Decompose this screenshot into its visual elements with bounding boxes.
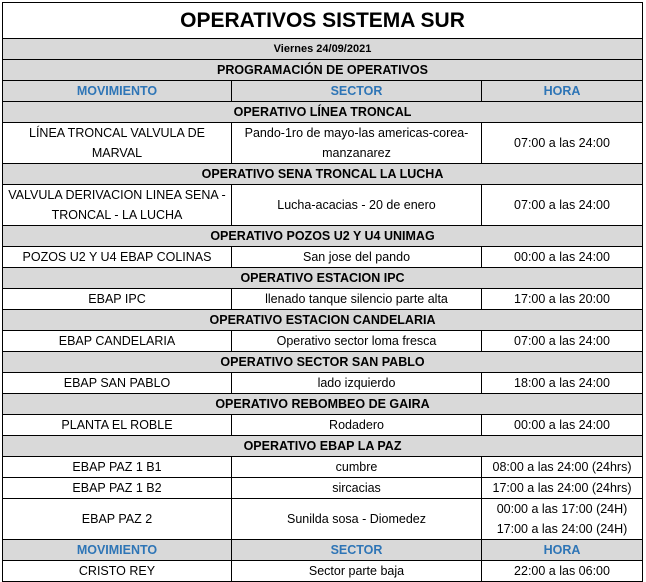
cell-sector: Pando-1ro de mayo-las americas-corea-manzanarez xyxy=(232,123,482,164)
cell-movimiento: LÍNEA TRONCAL VALVULA DE MARVAL xyxy=(3,123,232,164)
table-row xyxy=(3,289,643,310)
column-header-row-repeat xyxy=(3,540,643,561)
section-title: OPERATIVO LÍNEA TRONCAL xyxy=(3,102,643,123)
cell-movimiento: EBAP CANDELARIA xyxy=(3,331,232,352)
section-header-row xyxy=(3,352,643,373)
section-header-row xyxy=(3,436,643,457)
title-row xyxy=(3,3,643,39)
cell-sector: Operativo sector loma fresca xyxy=(232,331,482,352)
cell-movimiento: EBAP PAZ 2 xyxy=(3,499,232,540)
cell-sector: Rodadero xyxy=(232,415,482,436)
cell-sector: lado izquierdo xyxy=(232,373,482,394)
table-row xyxy=(3,331,643,352)
cell-movimiento: POZOS U2 Y U4 EBAP COLINAS xyxy=(3,247,232,268)
column-header-hora: HORA xyxy=(482,81,643,102)
section-title: OPERATIVO ESTACION CANDELARIA xyxy=(3,310,643,331)
cell-sector: sircacias xyxy=(232,478,482,499)
table-row xyxy=(3,415,643,436)
date-row xyxy=(3,39,643,60)
cell-sector: llenado tanque silencio parte alta xyxy=(232,289,482,310)
table-row xyxy=(3,561,643,582)
section-header-row xyxy=(3,226,643,247)
program-header-row xyxy=(3,60,643,81)
hora-value: 00:00 a las 24:00 xyxy=(514,250,610,264)
table-row xyxy=(3,499,643,540)
cell-movimiento: CRISTO REY xyxy=(3,561,232,582)
section-title: OPERATIVO EBAP LA PAZ xyxy=(3,436,643,457)
cell-movimiento: PLANTA EL ROBLE xyxy=(3,415,232,436)
table-row xyxy=(3,478,643,499)
hora-value: 08:00 a las 24:00 (24hrs) xyxy=(492,460,632,474)
cell-hora xyxy=(482,499,643,540)
page-title: OPERATIVOS SISTEMA SUR xyxy=(3,3,643,39)
hora-value: 17:00 a las 24:00 (24H) xyxy=(496,522,628,536)
section-title: OPERATIVO POZOS U2 Y U4 UNIMAG xyxy=(3,226,643,247)
report-date: Viernes 24/09/2021 xyxy=(3,39,643,60)
cell-hora xyxy=(482,478,643,499)
hora-value: 00:00 a las 17:00 (24H) xyxy=(496,502,628,516)
table-row xyxy=(3,457,643,478)
hora-value: 17:00 a las 20:00 xyxy=(514,292,610,306)
cell-hora xyxy=(482,185,643,226)
cell-sector: Sunilda sosa - Diomedez xyxy=(232,499,482,540)
section-title: OPERATIVO ESTACION IPC xyxy=(3,268,643,289)
hora-value: 00:00 a las 24:00 xyxy=(514,418,610,432)
cell-hora xyxy=(482,247,643,268)
table-row xyxy=(3,247,643,268)
hora-value: 18:00 a las 24:00 xyxy=(514,376,610,390)
cell-movimiento: EBAP PAZ 1 B1 xyxy=(3,457,232,478)
cell-movimiento: VALVULA DERIVACION LINEA SENA - TRONCAL - LA LUCHA xyxy=(3,185,232,226)
cell-movimiento: EBAP IPC xyxy=(3,289,232,310)
table-row xyxy=(3,373,643,394)
cell-hora xyxy=(482,123,643,164)
column-header-sector: SECTOR xyxy=(232,81,482,102)
cell-hora xyxy=(482,373,643,394)
table-row xyxy=(3,123,643,164)
column-header-hora: HORA xyxy=(482,540,643,561)
section-title: OPERATIVO SENA TRONCAL LA LUCHA xyxy=(3,164,643,185)
cell-hora xyxy=(482,561,643,582)
operativos-table xyxy=(2,2,643,582)
cell-movimiento: EBAP PAZ 1 B2 xyxy=(3,478,232,499)
cell-hora xyxy=(482,331,643,352)
column-header-sector: SECTOR xyxy=(232,540,482,561)
hora-value: 22:00 a las 06:00 xyxy=(514,564,610,578)
cell-hora xyxy=(482,415,643,436)
hora-value: 07:00 a las 24:00 xyxy=(514,334,610,348)
section-header-row xyxy=(3,310,643,331)
column-header-row xyxy=(3,81,643,102)
cell-movimiento: EBAP SAN PABLO xyxy=(3,373,232,394)
table-row xyxy=(3,185,643,226)
section-title: OPERATIVO SECTOR SAN PABLO xyxy=(3,352,643,373)
column-header-movimiento: MOVIMIENTO xyxy=(3,81,232,102)
hora-value: 07:00 a las 24:00 xyxy=(514,198,610,212)
program-header: PROGRAMACIÓN DE OPERATIVOS xyxy=(3,60,643,81)
cell-sector: cumbre xyxy=(232,457,482,478)
cell-sector: Sector parte baja xyxy=(232,561,482,582)
cell-sector: Lucha-acacias - 20 de enero xyxy=(232,185,482,226)
section-title: OPERATIVO REBOMBEO DE GAIRA xyxy=(3,394,643,415)
cell-hora xyxy=(482,289,643,310)
section-header-row xyxy=(3,394,643,415)
section-header-row xyxy=(3,268,643,289)
cell-hora xyxy=(482,457,643,478)
cell-sector: San jose del pando xyxy=(232,247,482,268)
section-header-row xyxy=(3,164,643,185)
section-header-row xyxy=(3,102,643,123)
column-header-movimiento: MOVIMIENTO xyxy=(3,540,232,561)
hora-value: 07:00 a las 24:00 xyxy=(514,136,610,150)
hora-value: 17:00 a las 24:00 (24hrs) xyxy=(492,481,632,495)
